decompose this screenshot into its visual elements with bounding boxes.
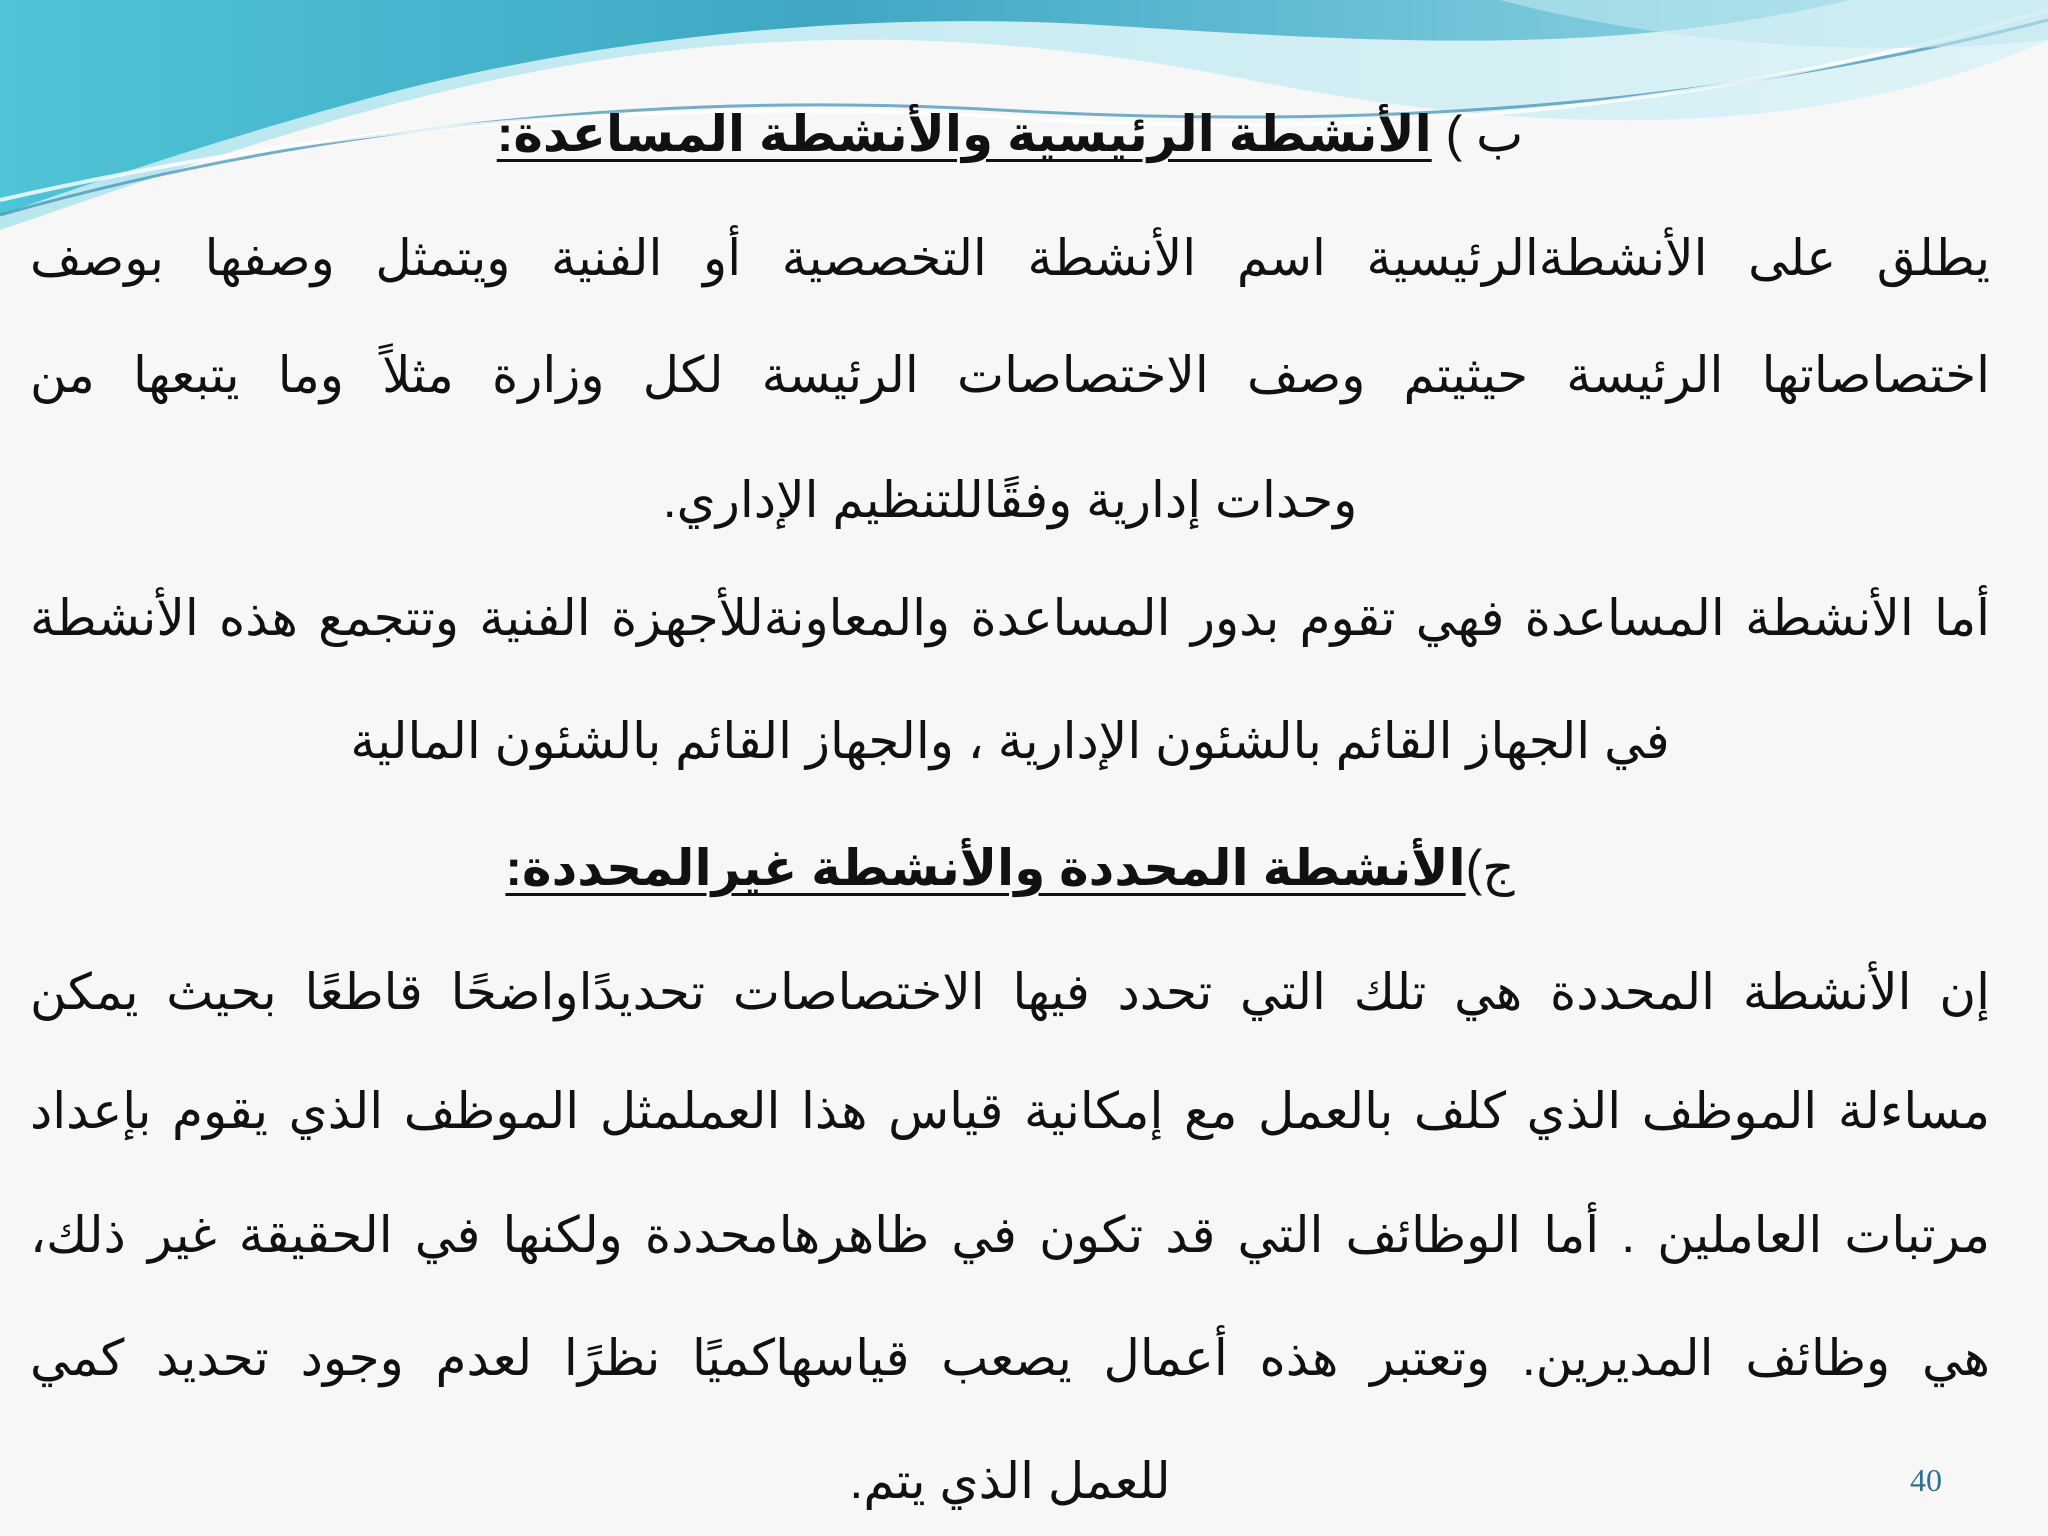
paragraph-line: وحدات إدارية وفقًاللتنظيم الإداري.: [662, 472, 1358, 528]
paragraph-line: اختصاصاتها الرئيسة حيثيتم وصف الاختصاصات الرئيسة لكل وزارة مثلاً وما يتبعها من: [30, 347, 1990, 403]
paragraph-line: مرتبات العاملين . أما الوظائف التي قد تكون في ظاهرهامحددة ولكنها في الحقيقة غير ذلك،: [30, 1207, 1990, 1263]
paragraph-line: هي وظائف المديرين. وتعتبر هذه أعمال يصعب قياسهاكميًا نظرًا لعدم وجود تحديد كمي: [30, 1330, 1990, 1386]
heading-title: الأنشطة المحددة والأنشطة غيرالمحددة:: [505, 840, 1466, 896]
paragraph-line: أما الأنشطة المساعدة فهي تقوم بدور المساعدة والمعاونةللأجهزة الفنية وتتجمع هذه الأنشطة: [30, 590, 1990, 646]
paragraph-line: للعمل الذي يتم.: [849, 1453, 1171, 1509]
heading-specified-and-unspecified-activities: [30, 838, 1990, 898]
paragraph-line: إن الأنشطة المحددة هي تلك التي تحدد فيها الاختصاصات تحديدًاواضحًا قاطعًا بحيث يمكن: [30, 964, 1990, 1020]
paragraph-line: مساءلة الموظف الذي كلف بالعمل مع إمكانية قياس هذا العملمثل الموظف الذي يقوم بإعداد: [30, 1083, 1990, 1139]
heading-title: الأنشطة الرئيسية والأنشطة المساعدة:: [496, 106, 1432, 162]
paragraph-line: في الجهاز القائم بالشئون الإدارية ، والجهاز القائم بالشئون المالية: [350, 713, 1670, 769]
heading-main-and-supporting-activities: [30, 104, 1990, 164]
page-number: 40: [1910, 1462, 1942, 1498]
paragraph-line: يطلق على الأنشطةالرئيسية اسم الأنشطة التخصصية أو الفنية ويتمثل وصفها بوصف: [30, 230, 1990, 286]
heading-prefix: ج): [1465, 840, 1515, 896]
heading-prefix: ب ): [1445, 106, 1524, 162]
